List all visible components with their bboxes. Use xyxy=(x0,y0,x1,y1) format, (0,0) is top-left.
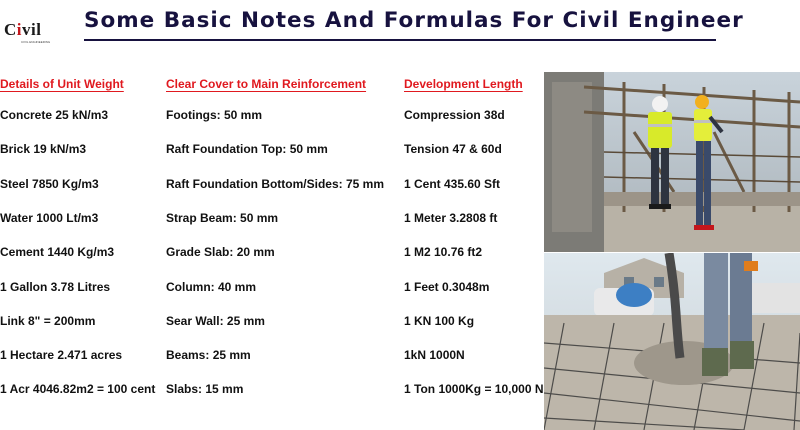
clear-cover-item: Slabs: 15 mm xyxy=(166,382,244,397)
development-length-item: 1kN 1000N xyxy=(404,348,465,363)
engineers-inspection-photo xyxy=(544,72,800,252)
development-length-item: 1 KN 100 Kg xyxy=(404,313,475,328)
unit-weight-item: 1 Gallon 3.78 Litres xyxy=(0,279,111,294)
logo-wordmark: Civil xyxy=(4,20,42,39)
unit-weight-item: Link 8" = 200mm xyxy=(0,313,96,328)
site-logo[interactable] xyxy=(4,18,51,46)
clear-cover-item: Strap Beam: 50 mm xyxy=(166,210,279,225)
unit-weight-column xyxy=(0,74,156,397)
unit-weight-item: Cement 1440 Kg/m3 xyxy=(0,245,115,260)
unit-weight-heading: Details of Unit Weight xyxy=(0,77,124,91)
clear-cover-item: Footings: 50 mm xyxy=(166,108,263,122)
clear-cover-column xyxy=(166,74,385,397)
unit-weight-item: Concrete 25 kN/m3 xyxy=(0,108,109,122)
development-length-item: Tension 47 & 60d xyxy=(404,142,502,157)
logo-tagline: CIVIL ENGINEERING xyxy=(21,40,51,44)
title-underline xyxy=(84,39,716,41)
unit-weight-item: Water 1000 Lt/m3 xyxy=(0,210,99,225)
development-length-item: 1 Feet 0.3048m xyxy=(404,279,490,294)
development-length-item: 1 Cent 435.60 Sft xyxy=(404,176,501,191)
development-length-item: Compression 38d xyxy=(404,108,505,122)
development-length-column xyxy=(404,74,544,397)
unit-weight-item: Brick 19 kN/m3 xyxy=(0,142,87,157)
unit-weight-item: Steel 7850 Kg/m3 xyxy=(0,176,99,191)
development-length-item: 1 M2 10.76 ft2 xyxy=(404,245,483,260)
development-length-item: 1 Meter 3.2808 ft xyxy=(404,210,498,225)
clear-cover-item: Column: 40 mm xyxy=(166,279,257,294)
concrete-pouring-photo xyxy=(544,253,800,430)
clear-cover-item: Raft Foundation Top: 50 mm xyxy=(166,142,328,157)
development-length-heading: Development Length xyxy=(404,77,523,91)
clear-cover-item: Raft Foundation Bottom/Sides: 75 mm xyxy=(166,176,385,191)
clear-cover-item: Beams: 25 mm xyxy=(166,348,251,363)
clear-cover-item: Grade Slab: 20 mm xyxy=(166,245,275,260)
page-title: Some Basic Notes And Formulas For Civil Engineer xyxy=(84,8,744,33)
clear-cover-item: Sear Wall: 25 mm xyxy=(166,313,265,328)
unit-weight-item: 1 Acr 4046.82m2 = 100 cent xyxy=(0,382,156,397)
development-length-item: 1 Ton 1000Kg = 10,000 N xyxy=(404,382,544,397)
clear-cover-heading: Clear Cover to Main Reinforcement xyxy=(166,77,367,91)
unit-weight-item: 1 Hectare 2.471 acres xyxy=(0,348,123,363)
